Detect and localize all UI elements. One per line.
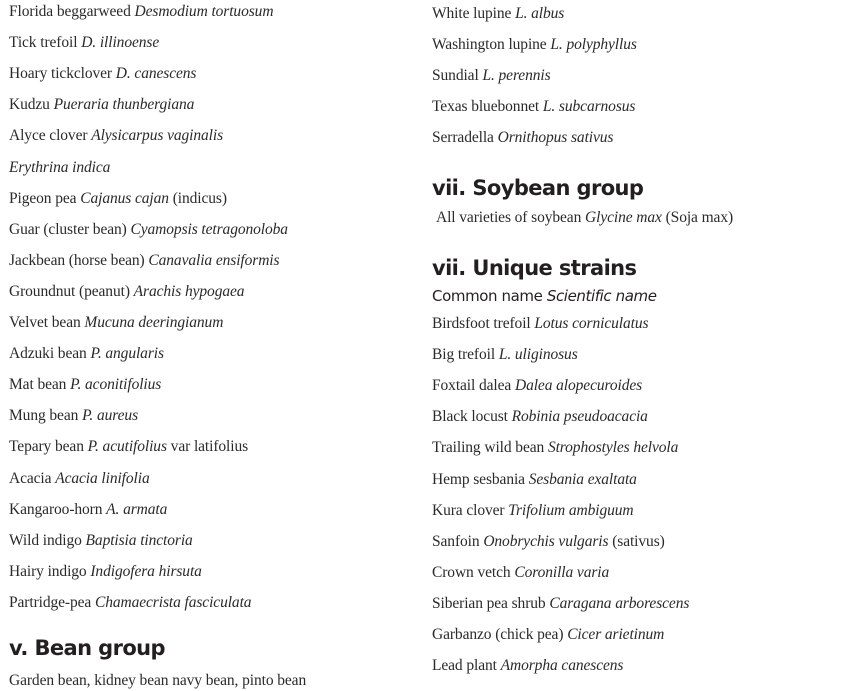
name-suffix: (sativus) bbox=[612, 532, 665, 550]
scientific-name: Strophostyles helvola bbox=[547, 439, 679, 457]
scientific-name: Cyamopsis tetragonoloba bbox=[130, 220, 288, 238]
scientific-name: L. uliginosus bbox=[498, 346, 578, 364]
scientific-name: Dalea alopecuroides bbox=[514, 377, 643, 395]
scientific-name: P. aconitifolius bbox=[70, 376, 162, 394]
scientific-name: Cicer arietinum bbox=[567, 626, 665, 643]
common-name: Mat bean bbox=[9, 376, 67, 394]
common-name: Crown vetch bbox=[432, 563, 511, 581]
species-entry bbox=[9, 33, 159, 53]
column-subheader bbox=[432, 286, 657, 306]
common-name: Trailing wild bean bbox=[432, 439, 545, 457]
species-entry bbox=[9, 189, 227, 209]
scientific-name: Pueraria thunbergiana bbox=[53, 96, 195, 114]
common-name: Partridge-pea bbox=[9, 593, 92, 611]
scientific-name: D. illinoense bbox=[81, 34, 160, 52]
scientific-name: L. perennis bbox=[482, 67, 551, 85]
scientific-name: Robinia pseudoacacia bbox=[511, 408, 648, 426]
common-name: Velvet bean bbox=[9, 314, 81, 331]
species-entry bbox=[432, 532, 665, 552]
scientific-name: Cajanus cajan bbox=[80, 189, 169, 207]
species-entry bbox=[9, 313, 223, 333]
species-entry bbox=[9, 282, 244, 302]
species-entry bbox=[9, 375, 161, 395]
scientific-name: Canavalia ensiformis bbox=[148, 251, 280, 269]
common-name: All varieties of soybean bbox=[436, 209, 582, 226]
common-name: Sundial bbox=[432, 67, 479, 85]
common-name: Big trefoil bbox=[432, 346, 496, 364]
scientific-name: Trifolium ambiguum bbox=[508, 501, 634, 519]
common-name: Tick trefoil bbox=[9, 34, 78, 52]
species-entry bbox=[432, 35, 637, 55]
species-entry bbox=[9, 500, 167, 520]
species-entry bbox=[9, 469, 150, 489]
species-entry bbox=[432, 345, 578, 365]
common-name: Wild indigo bbox=[9, 531, 82, 549]
species-entry bbox=[432, 563, 609, 583]
species-entry bbox=[432, 376, 642, 396]
species-entry bbox=[432, 4, 564, 24]
common-name: Mung bean bbox=[9, 407, 79, 425]
species-entry bbox=[9, 406, 138, 426]
species-entry bbox=[9, 344, 164, 364]
name-suffix: (indicus) bbox=[172, 189, 227, 207]
common-name: Groundnut (peanut) bbox=[9, 282, 130, 300]
species-entry bbox=[9, 64, 196, 84]
common-name: Siberian pea shrub bbox=[432, 594, 546, 612]
species-entry bbox=[432, 438, 678, 458]
common-name: Washington lupine bbox=[432, 36, 547, 54]
common-name: Hairy indigo bbox=[9, 562, 87, 580]
species-entry bbox=[9, 95, 194, 115]
species-entry bbox=[432, 128, 613, 148]
scientific-name: L. subcarnosus bbox=[542, 98, 636, 116]
unique-strains-heading: vii. Unique strains bbox=[432, 256, 637, 280]
scientific-name: Erythrina indica bbox=[9, 158, 111, 176]
common-name: Florida beggarweed bbox=[9, 3, 131, 20]
scientific-name: Arachis hypogaea bbox=[133, 282, 245, 300]
scientific-name: Indigofera hirsuta bbox=[90, 562, 202, 580]
common-name: Alyce clover bbox=[9, 127, 88, 145]
common-name: Acacia bbox=[9, 469, 52, 487]
name-suffix: (Soja max) bbox=[665, 209, 734, 226]
scientific-name: Chamaecrista fasciculata bbox=[94, 593, 252, 611]
scientific-name: L. albus bbox=[515, 5, 565, 22]
bean-group-heading: v. Bean group bbox=[9, 636, 165, 660]
scientific-name: Coronilla varia bbox=[514, 563, 610, 581]
scientific-name: D. canescens bbox=[115, 65, 197, 83]
scientific-name: P. aureus bbox=[82, 407, 139, 425]
species-entry bbox=[432, 625, 664, 645]
common-name: Lead plant bbox=[432, 657, 497, 675]
species-entry bbox=[432, 656, 623, 676]
scientific-name: P. acutifolius bbox=[87, 438, 167, 456]
common-name: Adzuki bean bbox=[9, 345, 87, 363]
scientific-name: Baptisia tinctoria bbox=[85, 531, 193, 549]
scientific-name: Amorpha canescens bbox=[500, 657, 624, 675]
common-name: Foxtail dalea bbox=[432, 377, 512, 395]
common-name: Texas bluebonnet bbox=[432, 98, 540, 116]
species-entry bbox=[9, 2, 273, 22]
species-entry bbox=[9, 126, 223, 146]
common-name: Serradella bbox=[432, 129, 494, 147]
species-entry bbox=[436, 208, 733, 228]
common-name: Kura clover bbox=[432, 501, 505, 519]
species-entry bbox=[432, 594, 689, 614]
soybean-group-heading: vii. Soybean group bbox=[432, 176, 644, 200]
scientific-name: Acacia linifolia bbox=[55, 469, 150, 487]
species-entry bbox=[9, 437, 248, 457]
common-name: Tepary bean bbox=[9, 438, 84, 456]
scientific-name: P. angularis bbox=[90, 345, 164, 363]
scientific-name: Ornithopus sativus bbox=[497, 129, 614, 147]
scientific-name: Caragana arborescens bbox=[549, 594, 690, 612]
species-entry bbox=[9, 562, 202, 582]
bean-group-text: Garden bean, kidney bean navy bean, pinto bean bbox=[9, 672, 307, 689]
species-entry bbox=[432, 66, 551, 86]
name-suffix: var latifolius bbox=[170, 438, 249, 456]
scientific-name: Lotus corniculatus bbox=[534, 315, 649, 332]
species-entry bbox=[432, 97, 635, 117]
common-name: White lupine bbox=[432, 5, 512, 22]
species-entry bbox=[9, 158, 110, 178]
species-entry bbox=[9, 531, 193, 551]
species-entry bbox=[9, 220, 288, 240]
species-entry bbox=[432, 501, 634, 521]
scientific-name: Alysicarpus vaginalis bbox=[91, 127, 223, 145]
common-name: Black locust bbox=[432, 408, 508, 426]
common-name: Hemp sesbania bbox=[432, 470, 525, 488]
species-entry bbox=[9, 593, 251, 613]
common-name: Kudzu bbox=[9, 96, 50, 114]
subheader-common-name: Common name bbox=[432, 287, 543, 305]
scientific-name: Onobrychis vulgaris bbox=[483, 532, 609, 550]
species-entry bbox=[432, 314, 648, 334]
scientific-name: A. armata bbox=[106, 500, 168, 518]
scientific-name: Desmodium tortuosum bbox=[134, 3, 274, 20]
scientific-name: Glycine max bbox=[585, 209, 662, 226]
common-name: Kangaroo-horn bbox=[9, 500, 103, 518]
common-name: Pigeon pea bbox=[9, 189, 77, 207]
common-name: Jackbean (horse bean) bbox=[9, 251, 145, 269]
scientific-name: Mucuna deeringianum bbox=[84, 314, 224, 331]
common-name: Hoary tickclover bbox=[9, 65, 112, 83]
common-name: Sanfoin bbox=[432, 532, 480, 550]
species-entry bbox=[432, 407, 648, 427]
scientific-name: Sesbania exaltata bbox=[528, 470, 637, 488]
species-entry bbox=[432, 470, 637, 490]
common-name: Guar (cluster bean) bbox=[9, 220, 127, 238]
subheader-scientific-name: Scientific name bbox=[546, 287, 657, 305]
common-name: Garbanzo (chick pea) bbox=[432, 626, 564, 643]
species-entry bbox=[9, 251, 279, 271]
common-name: Birdsfoot trefoil bbox=[432, 315, 531, 332]
scientific-name: L. polyphyllus bbox=[550, 36, 637, 54]
